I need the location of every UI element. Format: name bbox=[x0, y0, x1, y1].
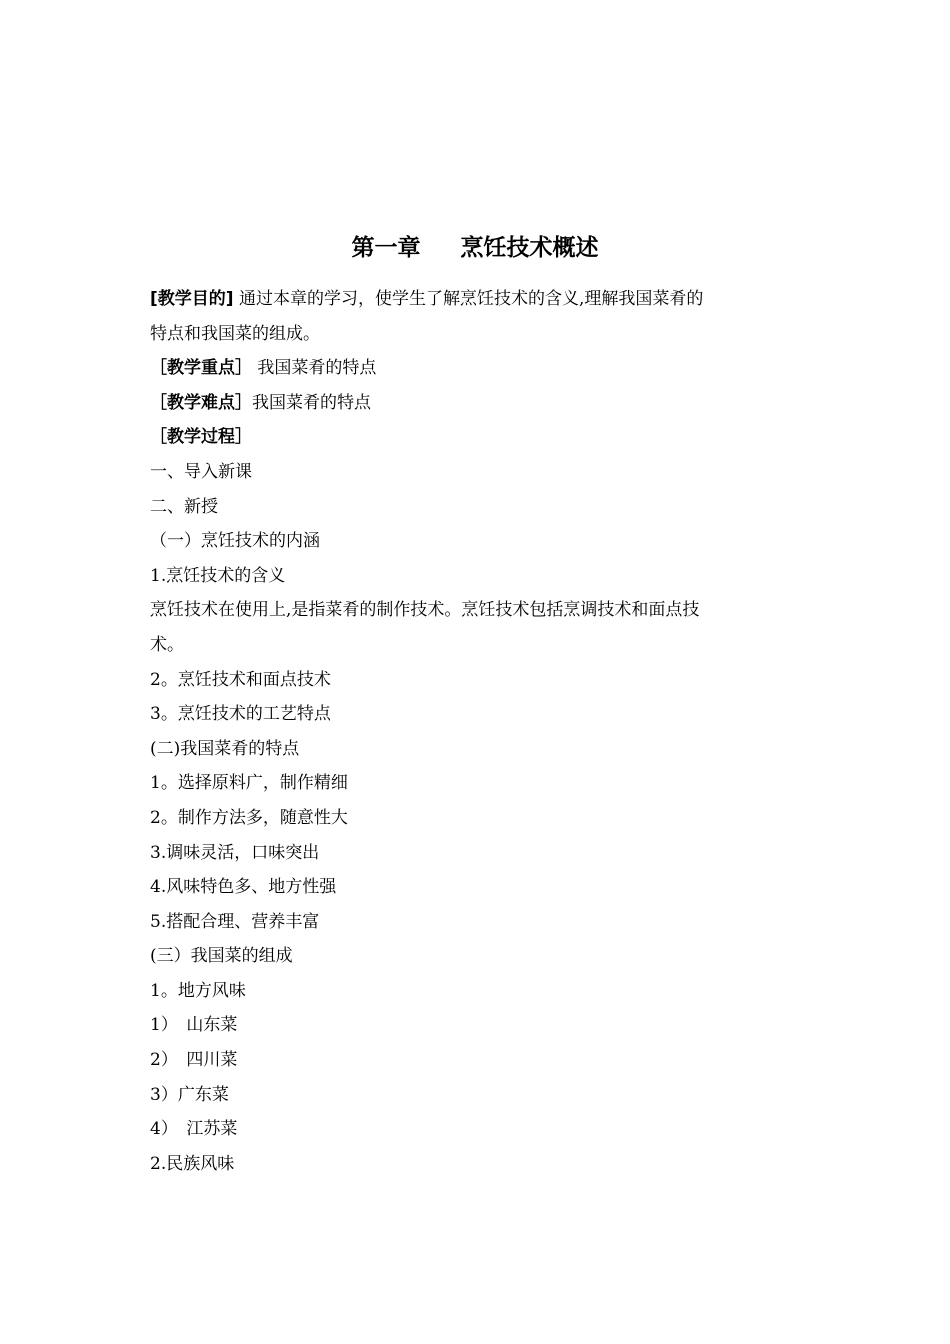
body-line: 一、导入新课 bbox=[150, 461, 252, 482]
key-point-label: ［教学重点］ bbox=[150, 358, 252, 379]
difficulty-line bbox=[150, 386, 790, 421]
body-line: 1） 山东菜 bbox=[150, 1015, 238, 1036]
objective-label: [教学目的] bbox=[150, 289, 234, 309]
body-line: 2） 四川菜 bbox=[150, 1050, 238, 1071]
process-line bbox=[150, 420, 790, 455]
body-line: 4） 江苏菜 bbox=[150, 1119, 238, 1140]
objective-text-2: 特点和我国菜的组成。 bbox=[150, 323, 320, 344]
body-line: 3。烹饪技术的工艺特点 bbox=[150, 704, 331, 725]
objective-text-1: 通过本章的学习，使学生了解烹饪技术的含义,理解我国菜肴的 bbox=[238, 289, 704, 309]
body-line: 1.烹饪技术的含义 bbox=[150, 565, 286, 586]
key-point-text: 我国菜肴的特点 bbox=[257, 358, 377, 379]
body-line: (三）我国菜的组成 bbox=[150, 946, 293, 967]
body-line: 1。地方风味 bbox=[150, 980, 246, 1001]
body-line: 3）广东菜 bbox=[150, 1084, 229, 1105]
body-line: 术。 bbox=[150, 634, 184, 655]
chapter-number: 第一章 bbox=[351, 235, 421, 261]
chapter-name: 烹饪技术概述 bbox=[460, 235, 599, 261]
objective-line-2 bbox=[150, 317, 790, 352]
body-line: 烹饪技术在使用上,是指菜肴的制作技术。烹饪技术包括烹调技术和面点技 bbox=[150, 600, 700, 621]
body-line: 2.民族风味 bbox=[150, 1153, 235, 1174]
body-line: 2。烹饪技术和面点技术 bbox=[150, 669, 331, 690]
process-label: ［教学过程］ bbox=[150, 427, 252, 448]
body-line: （一）烹饪技术的内涵 bbox=[150, 531, 320, 552]
document-body bbox=[150, 282, 790, 1181]
objective-line-1 bbox=[150, 282, 790, 317]
body-line: 3.调味灵活，口味突出 bbox=[150, 842, 320, 863]
body-line: 5.搭配合理、营养丰富 bbox=[150, 911, 320, 932]
difficulty-text: 我国菜肴的特点 bbox=[252, 392, 371, 413]
body-line: 2。制作方法多，随意性大 bbox=[150, 807, 348, 828]
key-point-line bbox=[150, 351, 790, 386]
body-line: 1。选择原料广，制作精细 bbox=[150, 773, 348, 794]
body-line: 二、新授 bbox=[150, 496, 218, 517]
body-line: (二)我国菜肴的特点 bbox=[150, 738, 300, 759]
difficulty-label: ［教学难点］ bbox=[150, 392, 252, 413]
body-line: 4.风味特色多、地方性强 bbox=[150, 877, 337, 898]
chapter-title bbox=[0, 228, 950, 268]
